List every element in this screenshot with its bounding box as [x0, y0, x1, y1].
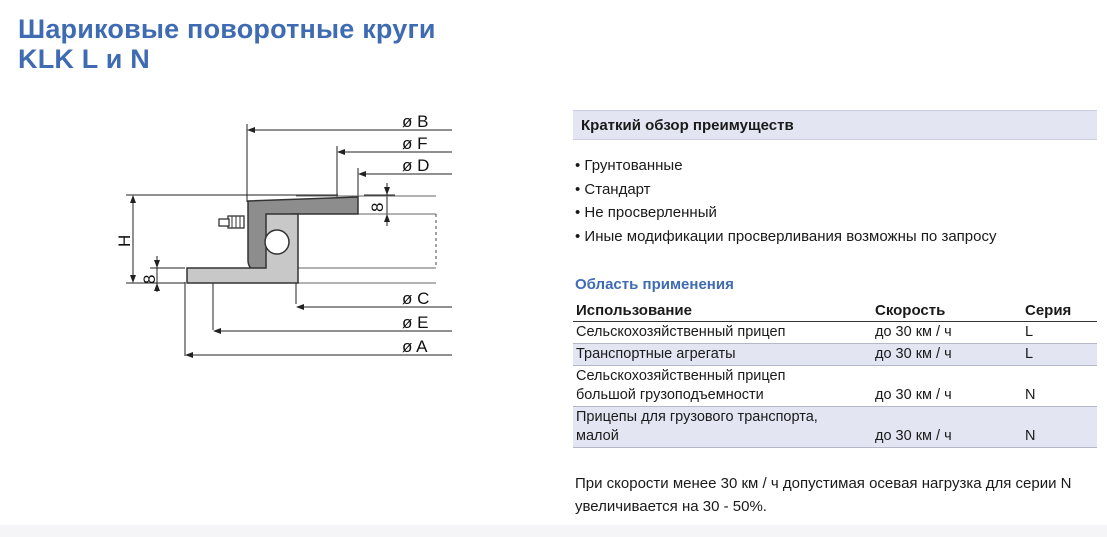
cell-series: N — [1022, 407, 1097, 448]
outer-ring-profile — [248, 197, 358, 270]
cell-use: Сельскохозяйственный прицеп — [573, 322, 872, 344]
cell-use-line-2: большой грузоподъемности — [576, 387, 764, 403]
grease-nipple-icon — [219, 216, 244, 228]
label-B: ø B — [402, 112, 429, 131]
column-header-series: Серия — [1022, 299, 1097, 322]
page-title-line-1: Шариковые поворотные круги — [18, 14, 436, 44]
label-C: ø C — [402, 289, 430, 308]
application-title: Область применения — [575, 276, 734, 293]
cell-use: Транспортные агрегаты — [573, 344, 872, 366]
label-8-bottom: 8 — [140, 274, 159, 284]
label-A: ø A — [402, 337, 428, 356]
table-row — [573, 366, 1097, 407]
cell-series: L — [1022, 322, 1097, 344]
speed-note: При скорости менее 30 км / ч допустимая осевая нагрузка для серии N увеличивается на 30 - 50%. — [575, 475, 1072, 515]
cell-series: L — [1022, 344, 1097, 366]
cell-series: N — [1022, 366, 1097, 407]
cell-use-line-1: Прицепы для грузового транспорта, — [576, 409, 818, 425]
label-F: ø F — [402, 134, 428, 153]
table-header-row — [573, 299, 1097, 322]
cell-speed: до 30 км / ч — [872, 344, 1022, 366]
table-row — [573, 407, 1097, 448]
bottom-band — [0, 525, 1107, 537]
label-D: ø D — [402, 156, 430, 175]
label-E: ø E — [402, 313, 429, 332]
advantage-item: • Стандарт — [575, 180, 651, 198]
column-header-speed: Скорость — [872, 299, 1022, 322]
ball — [265, 230, 289, 254]
label-H: H — [115, 234, 134, 247]
table-row — [573, 322, 1097, 344]
cell-speed: до 30 км / ч — [872, 366, 1022, 407]
advantage-item: • Иные модификации просверливания возможны по запросу — [575, 227, 997, 245]
table-row — [573, 344, 1097, 366]
advantages-list — [575, 154, 996, 248]
advantage-item: • Не просверленный — [575, 204, 717, 221]
cell-use — [573, 407, 872, 448]
column-header-use: Использование — [573, 299, 872, 322]
application-table — [573, 299, 1097, 448]
cell-use — [573, 366, 872, 407]
advantages-header: Краткий обзор преимуществ — [573, 110, 1097, 140]
label-8-top: 8 — [368, 202, 387, 212]
page-title-line-2: KLK L и N — [18, 44, 150, 74]
cell-speed: до 30 км / ч — [872, 407, 1022, 448]
cell-use-line-1: Сельскохозяйственный прицеп — [576, 368, 786, 384]
advantage-item: • Грунтованные — [575, 157, 683, 174]
cell-use-line-2: малой — [576, 428, 619, 444]
cell-speed: до 30 км / ч — [872, 322, 1022, 344]
